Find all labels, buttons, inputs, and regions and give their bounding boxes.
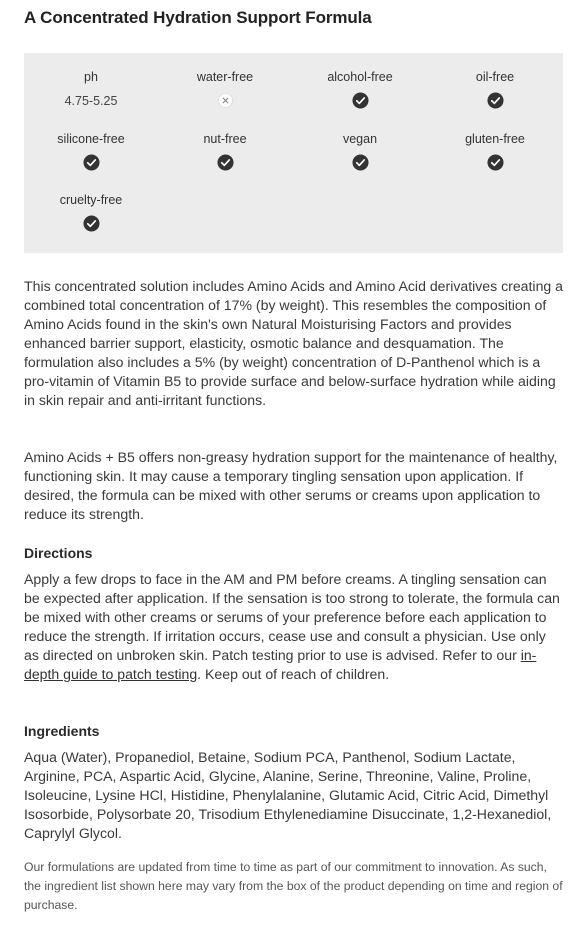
- attribute-gluten-free: [428, 132, 562, 171]
- attribute-label: alcohol-free: [327, 70, 393, 84]
- attribute-label: silicone-free: [57, 132, 125, 146]
- ph-value: 4.75-5.25: [64, 94, 118, 108]
- attribute-label: vegan: [342, 132, 378, 146]
- directions-text-start: Apply a few drops to face in the AM and PM before creams. A tingling sensation can be expected after application. If the sensation is too strong to tolerate, the formula can be mixed with other creams or serums of your preference before each application to reduce the strength. If irritation occurs, cease use and consult a physician. Use only as directed on unbroken skin. Patch testing prior to use is advised. Refer to our: [24, 571, 560, 663]
- check-icon: [217, 154, 234, 171]
- description-paragraph-1: This concentrated solution includes Amino Acids and Amino Acid derivatives creating a combined total concentration of 17% (by weight). This resembles the composition of Amino Acids found in the skin's own Natural Moisturising Factors and provides enhanced barrier support, elasticity, osmotic balance and desquamation. The formulation also includes a 5% (by weight) concentration of D-Panthenol which is a pro-vitamin of Vitamin B5 to provide surface and below-surface hydration while aiding in skin repair and anti-irritant functions.: [24, 278, 563, 408]
- attribute-alcohol-free: [293, 70, 427, 109]
- cross-icon: [218, 93, 233, 108]
- attribute-label: oil-free: [475, 70, 515, 84]
- check-icon: [352, 92, 369, 109]
- patch-testing-guide-link[interactable]: in-depth guide to patch testing: [24, 647, 537, 682]
- check-icon: [352, 154, 369, 171]
- attribute-silicone-free: [24, 132, 158, 171]
- attribute-ph: [24, 70, 158, 108]
- check-icon: [83, 215, 100, 232]
- attribute-oil-free: [428, 70, 562, 109]
- ingredients-heading: Ingredients: [24, 723, 100, 739]
- attributes-panel: [24, 53, 563, 253]
- attribute-vegan: [293, 132, 427, 171]
- directions-text: [24, 570, 564, 684]
- attribute-label: cruelty-free: [59, 193, 123, 207]
- check-icon: [487, 154, 504, 171]
- attribute-label: water-free: [196, 70, 254, 84]
- section-title: A Concentrated Hydration Support Formula: [24, 8, 372, 27]
- check-icon: [487, 92, 504, 109]
- directions-heading: Directions: [24, 545, 93, 561]
- description-paragraph-2: Amino Acids + B5 offers non-greasy hydration support for the maintenance of healthy, functioning skin. It may cause a temporary tingling sensation upon application. If desired, the formula can be mixed with other serums or creams upon application to reduce its strength.: [24, 449, 558, 522]
- directions-text-end: . Keep out of reach of children.: [197, 666, 390, 682]
- ingredients-list: Aqua (Water), Propanediol, Betaine, Sodium PCA, Panthenol, Sodium Lactate, Arginine, PCA, Aspartic Acid, Glycine, Alanine, Serine, Threonine, Valine, Proline, Isoleucine, Lysine HCl, Histidine, Phenylalanine, Glutamic Acid, Citric Acid, Dimethyl Isosorbide, Polysorbate 20, Trisodium Ethylenediamine Disuccinate, 1,2-Hexanediol, Caprylyl Glycol.: [24, 749, 552, 841]
- formulation-note: Our formulations are updated from time to time as part of our commitment to innovation. As such, the ingredient list shown here may vary from the box of the product depending on time and region of purchase.: [24, 860, 563, 912]
- attribute-nut-free: [158, 132, 292, 171]
- attribute-water-free: [158, 70, 292, 108]
- attribute-label: gluten-free: [465, 132, 525, 146]
- check-icon: [83, 154, 100, 171]
- attribute-label: ph: [84, 70, 98, 84]
- attribute-cruelty-free: [24, 193, 158, 232]
- attribute-label: nut-free: [203, 132, 247, 146]
